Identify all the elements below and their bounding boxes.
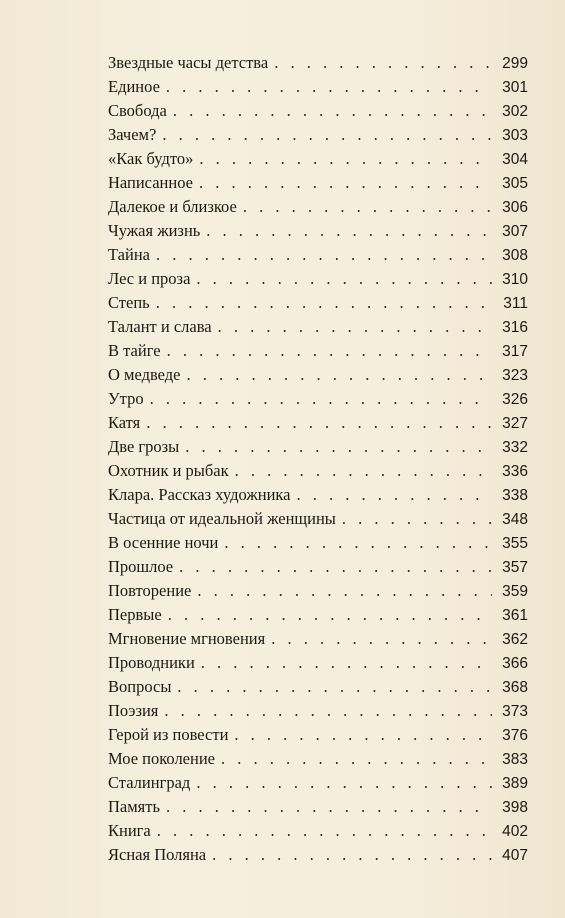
toc-entry xyxy=(108,531,528,555)
toc-entry-title: Ясная Поляна xyxy=(108,845,207,864)
dot-leader xyxy=(271,627,492,651)
dot-leader xyxy=(187,363,492,387)
toc-entry-page-number: 361 xyxy=(502,607,528,624)
toc-entry xyxy=(108,651,528,675)
toc-entry-title: Свобода xyxy=(108,101,167,120)
toc-entry-page-number: 362 xyxy=(502,631,528,648)
toc-entry xyxy=(108,843,528,867)
toc-entry-title: «Как будто» xyxy=(108,149,194,168)
dot-leader xyxy=(218,315,492,339)
toc-entry-page-number: 327 xyxy=(502,415,528,432)
toc-entry-page-number: 308 xyxy=(502,247,528,264)
toc-entry-page-number: 301 xyxy=(502,79,528,96)
toc-entry-title: Написанное xyxy=(108,173,193,192)
toc-entry-page-number: 317 xyxy=(502,343,528,360)
dot-leader xyxy=(206,219,492,243)
dot-leader xyxy=(274,51,492,75)
toc-entry-page-number: 306 xyxy=(502,199,528,216)
dot-leader xyxy=(201,651,492,675)
toc-entry-title: Далекое и близкое xyxy=(108,197,237,216)
toc-entry xyxy=(108,723,528,747)
toc-entry-page-number: 316 xyxy=(502,319,528,336)
toc-entry-title: Тайна xyxy=(108,245,150,264)
toc-entry xyxy=(108,699,528,723)
toc-entry xyxy=(108,315,528,339)
dot-leader xyxy=(296,483,492,507)
toc-entry xyxy=(108,123,528,147)
toc-entry-title: Прошлое xyxy=(108,557,174,576)
toc-entry-page-number: 357 xyxy=(502,559,528,576)
toc-entry xyxy=(108,363,528,387)
toc-entry-title: Мое поколение xyxy=(108,749,215,768)
toc-entry xyxy=(108,795,528,819)
dot-leader xyxy=(196,771,492,795)
toc-entry-title: Проводники xyxy=(108,653,195,672)
dot-leader xyxy=(196,267,492,291)
toc-entry-title: Герой из повести xyxy=(108,725,229,744)
toc-entry xyxy=(108,675,528,699)
toc-entry-title: Память xyxy=(108,797,161,816)
dot-leader xyxy=(179,555,492,579)
toc-entry-page-number: 304 xyxy=(502,151,528,168)
toc-entry-page-number: 326 xyxy=(502,391,528,408)
toc-entry-title: Мгновение мгновения xyxy=(108,629,266,648)
toc-entry-page-number: 359 xyxy=(502,583,528,600)
toc-entry xyxy=(108,747,528,771)
toc-entry xyxy=(108,603,528,627)
toc-entry-page-number: 398 xyxy=(502,799,528,816)
toc-entry xyxy=(108,435,528,459)
dot-leader xyxy=(166,795,492,819)
toc-entry-page-number: 310 xyxy=(502,271,528,288)
toc-entry-page-number: 355 xyxy=(502,535,528,552)
toc-entry xyxy=(108,171,528,195)
toc-entry-title: Утро xyxy=(108,389,144,408)
dot-leader xyxy=(221,747,492,771)
toc-entry xyxy=(108,771,528,795)
dot-leader xyxy=(199,171,492,195)
dot-leader xyxy=(164,699,492,723)
toc-entry-title: О медведе xyxy=(108,365,181,384)
toc-entry-page-number: 299 xyxy=(502,55,528,72)
toc-entry xyxy=(108,411,528,435)
toc-entry-page-number: 407 xyxy=(502,847,528,864)
toc-entry-page-number: 348 xyxy=(502,511,528,528)
toc-entry-title: Звездные часы детства xyxy=(108,53,269,72)
toc-entry xyxy=(108,147,528,171)
toc-entry-title: Лес и проза xyxy=(108,269,191,288)
dot-leader xyxy=(156,291,492,315)
toc-entry-page-number: 305 xyxy=(502,175,528,192)
toc-entry-page-number: 402 xyxy=(502,823,528,840)
toc-entry-page-number: 323 xyxy=(502,367,528,384)
dot-leader xyxy=(199,147,492,171)
dot-leader xyxy=(342,507,492,531)
toc-entry xyxy=(108,219,528,243)
dot-leader xyxy=(156,243,492,267)
toc-entry-title: Клара. Рассказ художника xyxy=(108,485,291,504)
dot-leader xyxy=(146,411,492,435)
dot-leader xyxy=(224,531,492,555)
toc-entry xyxy=(108,483,528,507)
dot-leader xyxy=(197,579,492,603)
toc-entry-page-number: 307 xyxy=(502,223,528,240)
toc-entry xyxy=(108,99,528,123)
toc-entry-title: Сталинград xyxy=(108,773,191,792)
toc-entry xyxy=(108,507,528,531)
dot-leader xyxy=(243,195,492,219)
toc-entry-title: Чужая жизнь xyxy=(108,221,201,240)
toc-entry-page-number: 383 xyxy=(502,751,528,768)
table-of-contents xyxy=(108,51,528,867)
toc-entry-page-number: 311 xyxy=(503,295,528,312)
dot-leader xyxy=(235,459,492,483)
toc-entry-page-number: 302 xyxy=(502,103,528,120)
toc-entry-title: Талант и слава xyxy=(108,317,212,336)
toc-entry-title: Катя xyxy=(108,413,141,432)
dot-leader xyxy=(168,603,492,627)
toc-entry xyxy=(108,51,528,75)
toc-entry xyxy=(108,195,528,219)
toc-entry-page-number: 368 xyxy=(502,679,528,696)
dot-leader xyxy=(150,387,492,411)
dot-leader xyxy=(185,435,492,459)
dot-leader xyxy=(157,819,492,843)
toc-entry-page-number: 373 xyxy=(502,703,528,720)
toc-entry-title: Охотник и рыбак xyxy=(108,461,229,480)
toc-entry-title: Две грозы xyxy=(108,437,180,456)
toc-entry-page-number: 389 xyxy=(502,775,528,792)
dot-leader xyxy=(162,123,492,147)
toc-entry xyxy=(108,459,528,483)
toc-entry xyxy=(108,267,528,291)
toc-entry xyxy=(108,75,528,99)
toc-entry-title: Книга xyxy=(108,821,151,840)
dot-leader xyxy=(212,843,492,867)
dot-leader xyxy=(167,339,492,363)
toc-entry-page-number: 366 xyxy=(502,655,528,672)
toc-entry xyxy=(108,579,528,603)
toc-entry-title: Частица от идеальной женщины xyxy=(108,509,336,528)
dot-leader xyxy=(177,675,492,699)
dot-leader xyxy=(166,75,492,99)
toc-entry xyxy=(108,243,528,267)
toc-entry-page-number: 338 xyxy=(502,487,528,504)
toc-entry-title: Поэзия xyxy=(108,701,159,720)
dot-leader xyxy=(173,99,492,123)
toc-entry xyxy=(108,555,528,579)
toc-entry xyxy=(108,627,528,651)
toc-entry-page-number: 303 xyxy=(502,127,528,144)
toc-entry xyxy=(108,387,528,411)
toc-entry-title: Вопросы xyxy=(108,677,172,696)
toc-entry xyxy=(108,291,528,315)
toc-entry-title: В осенние ночи xyxy=(108,533,219,552)
toc-entry-page-number: 332 xyxy=(502,439,528,456)
toc-entry-page-number: 336 xyxy=(502,463,528,480)
toc-entry-title: Повторение xyxy=(108,581,192,600)
toc-entry-title: В тайге xyxy=(108,341,161,360)
toc-entry-title: Первые xyxy=(108,605,162,624)
toc-entry-title: Зачем? xyxy=(108,125,157,144)
toc-entry-page-number: 376 xyxy=(502,727,528,744)
dot-leader xyxy=(234,723,492,747)
toc-entry-title: Степь xyxy=(108,293,150,312)
toc-entry xyxy=(108,819,528,843)
toc-entry xyxy=(108,339,528,363)
toc-entry-title: Единое xyxy=(108,77,160,96)
